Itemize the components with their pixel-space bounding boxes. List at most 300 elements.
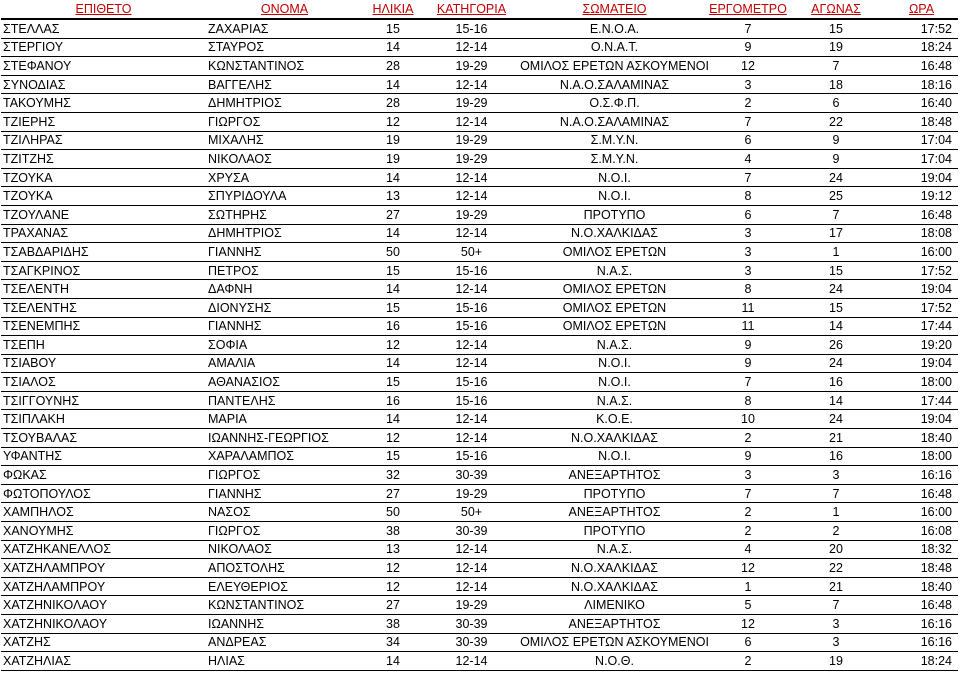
category-cell: 12-14 [423, 224, 520, 243]
time-cell: 18:24 [885, 652, 958, 671]
ergometer-cell: 9 [709, 38, 787, 57]
time-cell: 19:04 [885, 168, 958, 187]
table-row [1, 633, 958, 652]
ergometer-cell: 2 [709, 652, 787, 671]
club-cell: Ο.Ν.Α.Τ. [520, 38, 709, 57]
category-cell: 30-39 [423, 522, 520, 541]
name-cell: ΠΕΤΡΟΣ [206, 261, 363, 280]
header-club: ΣΩΜΑΤΕΙΟ [520, 0, 709, 19]
age-cell: 14 [363, 224, 423, 243]
surname-cell: ΧΑΝΟΥΜΗΣ [1, 522, 206, 541]
table-row [1, 317, 958, 336]
race-cell: 6 [787, 94, 885, 113]
time-cell: 17:52 [885, 19, 958, 38]
ergometer-cell: 2 [709, 94, 787, 113]
name-cell: ΧΡΥΣΑ [206, 168, 363, 187]
race-cell: 20 [787, 540, 885, 559]
ergometer-cell: 2 [709, 429, 787, 448]
category-cell: 12-14 [423, 38, 520, 57]
category-cell: 19-29 [423, 94, 520, 113]
ergometer-cell: 3 [709, 243, 787, 262]
name-cell: ΗΛΙΑΣ [206, 652, 363, 671]
time-cell: 17:44 [885, 391, 958, 410]
age-cell: 14 [363, 410, 423, 429]
category-cell: 15-16 [423, 447, 520, 466]
surname-cell: ΤΣΙΑΛΟΣ [1, 373, 206, 392]
surname-cell: ΤΖΙΛΗΡΑΣ [1, 131, 206, 150]
race-cell: 7 [787, 596, 885, 615]
age-cell: 34 [363, 633, 423, 652]
age-cell: 50 [363, 243, 423, 262]
time-cell: 16:48 [885, 57, 958, 76]
race-cell: 1 [787, 503, 885, 522]
ergometer-cell: 11 [709, 317, 787, 336]
surname-cell: ΤΣΙΠΛΑΚΗ [1, 410, 206, 429]
age-cell: 28 [363, 94, 423, 113]
club-cell: Ν.Ο.Ι. [520, 168, 709, 187]
age-cell: 14 [363, 38, 423, 57]
name-cell: ΓΙΑΝΝΗΣ [206, 243, 363, 262]
table-row [1, 298, 958, 317]
ergometer-cell: 2 [709, 522, 787, 541]
club-cell: Ν.Ο.Ι. [520, 373, 709, 392]
race-cell: 14 [787, 317, 885, 336]
club-cell: Ν.Α.Σ. [520, 540, 709, 559]
category-cell: 15-16 [423, 298, 520, 317]
club-cell: Ν.Ο.Ι. [520, 354, 709, 373]
table-row [1, 503, 958, 522]
category-cell: 19-29 [423, 596, 520, 615]
time-cell: 17:52 [885, 298, 958, 317]
age-cell: 27 [363, 596, 423, 615]
athletes-table [1, 0, 958, 671]
category-cell: 19-29 [423, 150, 520, 169]
ergometer-cell: 3 [709, 224, 787, 243]
name-cell: ΓΙΩΡΓΟΣ [206, 522, 363, 541]
name-cell: ΓΙΑΝΝΗΣ [206, 317, 363, 336]
table-row [1, 261, 958, 280]
category-cell: 19-29 [423, 57, 520, 76]
ergometer-cell: 3 [709, 261, 787, 280]
time-cell: 16:16 [885, 615, 958, 634]
time-cell: 19:04 [885, 354, 958, 373]
category-cell: 12-14 [423, 75, 520, 94]
surname-cell: ΧΑΤΖΗΣ [1, 633, 206, 652]
table-row [1, 559, 958, 578]
surname-cell: ΧΑΤΖΗΛΑΜΠΡΟΥ [1, 577, 206, 596]
name-cell: ΔΑΦΝΗ [206, 280, 363, 299]
table-row [1, 75, 958, 94]
time-cell: 18:48 [885, 559, 958, 578]
header-age: ΗΛΙΚΙΑ [363, 0, 423, 19]
category-cell: 12-14 [423, 280, 520, 299]
race-cell: 1 [787, 243, 885, 262]
time-cell: 18:00 [885, 447, 958, 466]
time-cell: 18:40 [885, 429, 958, 448]
race-cell: 16 [787, 373, 885, 392]
race-cell: 2 [787, 522, 885, 541]
ergometer-cell: 7 [709, 373, 787, 392]
category-cell: 12-14 [423, 354, 520, 373]
age-cell: 14 [363, 280, 423, 299]
time-cell: 16:00 [885, 243, 958, 262]
time-cell: 18:48 [885, 112, 958, 131]
surname-cell: ΤΖΟΥΚΑ [1, 168, 206, 187]
age-cell: 12 [363, 559, 423, 578]
race-cell: 24 [787, 168, 885, 187]
club-cell: ΑΝΕΞΑΡΤΗΤΟΣ [520, 503, 709, 522]
surname-cell: ΥΦΑΝΤΗΣ [1, 447, 206, 466]
race-cell: 19 [787, 652, 885, 671]
race-cell: 17 [787, 224, 885, 243]
category-cell: 12-14 [423, 187, 520, 206]
category-cell: 12-14 [423, 429, 520, 448]
club-cell: ΛΙΜΕΝΙΚΟ [520, 596, 709, 615]
time-cell: 19:12 [885, 187, 958, 206]
time-cell: 16:08 [885, 522, 958, 541]
age-cell: 15 [363, 298, 423, 317]
category-cell: 30-39 [423, 615, 520, 634]
name-cell: ΖΑΧΑΡΙΑΣ [206, 19, 363, 38]
club-cell: Ο.Σ.Φ.Π. [520, 94, 709, 113]
ergometer-cell: 9 [709, 447, 787, 466]
category-cell: 19-29 [423, 131, 520, 150]
time-cell: 19:20 [885, 336, 958, 355]
name-cell: ΔΗΜΗΤΡΙΟΣ [206, 224, 363, 243]
table-row [1, 540, 958, 559]
ergometer-cell: 7 [709, 484, 787, 503]
time-cell: 17:04 [885, 131, 958, 150]
race-cell: 7 [787, 57, 885, 76]
name-cell: ΝΙΚΟΛΑΟΣ [206, 150, 363, 169]
race-cell: 16 [787, 447, 885, 466]
name-cell: ΠΑΝΤΕΛΗΣ [206, 391, 363, 410]
time-cell: 18:08 [885, 224, 958, 243]
name-cell: ΒΑΓΓΕΛΗΣ [206, 75, 363, 94]
surname-cell: ΤΣΙΑΒΟΥ [1, 354, 206, 373]
race-cell: 22 [787, 112, 885, 131]
category-cell: 15-16 [423, 391, 520, 410]
table-row [1, 94, 958, 113]
time-cell: 16:16 [885, 466, 958, 485]
club-cell: Ν.Ο.Ι. [520, 187, 709, 206]
name-cell: ΓΙΩΡΓΟΣ [206, 112, 363, 131]
table-row [1, 187, 958, 206]
name-cell: ΚΩΝΣΤΑΝΤΙΝΟΣ [206, 57, 363, 76]
age-cell: 15 [363, 19, 423, 38]
category-cell: 15-16 [423, 261, 520, 280]
surname-cell: ΧΑΤΖΗΛΙΑΣ [1, 652, 206, 671]
category-cell: 30-39 [423, 633, 520, 652]
table-body [1, 19, 958, 670]
ergometer-cell: 9 [709, 354, 787, 373]
name-cell: ΓΙΑΝΝΗΣ [206, 484, 363, 503]
table-row [1, 615, 958, 634]
table-row [1, 112, 958, 131]
ergometer-cell: 8 [709, 187, 787, 206]
race-cell: 19 [787, 38, 885, 57]
race-cell: 24 [787, 410, 885, 429]
club-cell: ΟΜΙΛΟΣ ΕΡΕΤΩΝ ΑΣΚΟΥΜΕΝΟΙ [520, 633, 709, 652]
category-cell: 30-39 [423, 466, 520, 485]
surname-cell: ΤΣΟΥΒΑΛΑΣ [1, 429, 206, 448]
header-time: ΩΡΑ [885, 0, 958, 19]
table-row [1, 373, 958, 392]
surname-cell: ΤΣΑΒΔΑΡΙΔΗΣ [1, 243, 206, 262]
header-ergometer: ΕΡΓΟΜΕΤΡΟ [709, 0, 787, 19]
category-cell: 19-29 [423, 484, 520, 503]
surname-cell: ΧΑΤΖΗΚΑΝΕΛΛΟΣ [1, 540, 206, 559]
time-cell: 19:04 [885, 280, 958, 299]
table-row [1, 280, 958, 299]
name-cell: ΚΩΝΣΤΑΝΤΙΝΟΣ [206, 596, 363, 615]
category-cell: 12-14 [423, 540, 520, 559]
race-cell: 22 [787, 559, 885, 578]
name-cell: ΧΑΡΑΛΑΜΠΟΣ [206, 447, 363, 466]
name-cell: ΙΩΑΝΝΗΣ [206, 615, 363, 634]
category-cell: 15-16 [423, 317, 520, 336]
race-cell: 15 [787, 19, 885, 38]
club-cell: Ν.Ο.Θ. [520, 652, 709, 671]
name-cell: ΣΠΥΡΙΔΟΥΛΑ [206, 187, 363, 206]
ergometer-cell: 1 [709, 577, 787, 596]
club-cell: Ν.Ο.Ι. [520, 447, 709, 466]
race-cell: 9 [787, 131, 885, 150]
category-cell: 12-14 [423, 410, 520, 429]
surname-cell: ΤΣΕΛΕΝΤΗ [1, 280, 206, 299]
category-cell: 12-14 [423, 168, 520, 187]
name-cell: ΑΝΔΡΕΑΣ [206, 633, 363, 652]
race-cell: 9 [787, 150, 885, 169]
surname-cell: ΣΤΕΡΓΙΟΥ [1, 38, 206, 57]
time-cell: 18:24 [885, 38, 958, 57]
table-row [1, 336, 958, 355]
race-cell: 7 [787, 205, 885, 224]
age-cell: 15 [363, 373, 423, 392]
race-cell: 3 [787, 615, 885, 634]
age-cell: 15 [363, 447, 423, 466]
club-cell: ΑΝΕΞΑΡΤΗΤΟΣ [520, 466, 709, 485]
table-row [1, 577, 958, 596]
time-cell: 16:16 [885, 633, 958, 652]
ergometer-cell: 12 [709, 57, 787, 76]
table-row [1, 652, 958, 671]
age-cell: 19 [363, 150, 423, 169]
surname-cell: ΤΣΕΛΕΝΤΗΣ [1, 298, 206, 317]
club-cell: Ν.Ο.ΧΑΛΚΙΔΑΣ [520, 577, 709, 596]
surname-cell: ΤΖΙΕΡΗΣ [1, 112, 206, 131]
name-cell: ΣΤΑΥΡΟΣ [206, 38, 363, 57]
age-cell: 14 [363, 168, 423, 187]
club-cell: ΟΜΙΛΟΣ ΕΡΕΤΩΝ [520, 280, 709, 299]
club-cell: Ε.Ν.Ο.Α. [520, 19, 709, 38]
race-cell: 26 [787, 336, 885, 355]
name-cell: ΜΙΧΑΛΗΣ [206, 131, 363, 150]
table-row [1, 38, 958, 57]
age-cell: 13 [363, 540, 423, 559]
club-cell: Ν.Ο.ΧΑΛΚΙΔΑΣ [520, 429, 709, 448]
time-cell: 16:48 [885, 205, 958, 224]
category-cell: 50+ [423, 243, 520, 262]
surname-cell: ΤΣΕΝΕΜΠΗΣ [1, 317, 206, 336]
category-cell: 19-29 [423, 205, 520, 224]
surname-cell: ΧΑΤΖΗΝΙΚΟΛΑΟΥ [1, 615, 206, 634]
club-cell: ΟΜΙΛΟΣ ΕΡΕΤΩΝ [520, 317, 709, 336]
surname-cell: ΤΖΟΥΚΑ [1, 187, 206, 206]
header-surname: ΕΠΙΘΕΤΟ [1, 0, 206, 19]
category-cell: 12-14 [423, 577, 520, 596]
club-cell: ΠΡΟΤΥΠΟ [520, 484, 709, 503]
age-cell: 12 [363, 112, 423, 131]
name-cell: ΑΜΑΛΙΑ [206, 354, 363, 373]
race-cell: 24 [787, 280, 885, 299]
ergometer-cell: 10 [709, 410, 787, 429]
table-row [1, 466, 958, 485]
category-cell: 15-16 [423, 373, 520, 392]
club-cell: Ν.Α.Σ. [520, 261, 709, 280]
surname-cell: ΧΑΜΠΗΛΟΣ [1, 503, 206, 522]
age-cell: 28 [363, 57, 423, 76]
time-cell: 18:16 [885, 75, 958, 94]
surname-cell: ΤΡΑΧΑΝΑΣ [1, 224, 206, 243]
age-cell: 27 [363, 484, 423, 503]
age-cell: 15 [363, 261, 423, 280]
age-cell: 38 [363, 615, 423, 634]
time-cell: 18:32 [885, 540, 958, 559]
time-cell: 18:00 [885, 373, 958, 392]
table-row [1, 447, 958, 466]
time-cell: 17:04 [885, 150, 958, 169]
table-row [1, 410, 958, 429]
table-row [1, 522, 958, 541]
age-cell: 14 [363, 75, 423, 94]
table-row [1, 484, 958, 503]
table-row [1, 391, 958, 410]
age-cell: 13 [363, 187, 423, 206]
club-cell: Ν.Α.Σ. [520, 336, 709, 355]
ergometer-cell: 7 [709, 19, 787, 38]
age-cell: 16 [363, 317, 423, 336]
age-cell: 50 [363, 503, 423, 522]
ergometer-cell: 8 [709, 391, 787, 410]
club-cell: Σ.Μ.Υ.Ν. [520, 150, 709, 169]
ergometer-cell: 11 [709, 298, 787, 317]
age-cell: 19 [363, 131, 423, 150]
ergometer-cell: 3 [709, 75, 787, 94]
time-cell: 19:04 [885, 410, 958, 429]
time-cell: 16:40 [885, 94, 958, 113]
race-cell: 24 [787, 354, 885, 373]
table-row [1, 19, 958, 38]
club-cell: Κ.Ο.Ε. [520, 410, 709, 429]
age-cell: 27 [363, 205, 423, 224]
table-row [1, 57, 958, 76]
club-cell: Ν.Ο.ΧΑΛΚΙΔΑΣ [520, 224, 709, 243]
ergometer-cell: 7 [709, 112, 787, 131]
race-cell: 18 [787, 75, 885, 94]
time-cell: 16:48 [885, 596, 958, 615]
name-cell: ΑΠΟΣΤΟΛΗΣ [206, 559, 363, 578]
ergometer-cell: 12 [709, 615, 787, 634]
surname-cell: ΤΣΙΓΓΟΥΝΗΣ [1, 391, 206, 410]
category-cell: 12-14 [423, 559, 520, 578]
club-cell: ΟΜΙΛΟΣ ΕΡΕΤΩΝ ΑΣΚΟΥΜΕΝΟΙ [520, 57, 709, 76]
header-category: ΚΑΤΗΓΟΡΙΑ [423, 0, 520, 19]
name-cell: ΣΟΦΙΑ [206, 336, 363, 355]
club-cell: ΑΝΕΞΑΡΤΗΤΟΣ [520, 615, 709, 634]
surname-cell: ΣΥΝΟΔΙΑΣ [1, 75, 206, 94]
age-cell: 12 [363, 429, 423, 448]
surname-cell: ΧΑΤΖΗΛΑΜΠΡΟΥ [1, 559, 206, 578]
age-cell: 14 [363, 652, 423, 671]
club-cell: ΟΜΙΛΟΣ ΕΡΕΤΩΝ [520, 298, 709, 317]
race-cell: 3 [787, 633, 885, 652]
name-cell: ΔΙΟΝΥΣΗΣ [206, 298, 363, 317]
header-row [1, 0, 958, 19]
table-row [1, 131, 958, 150]
club-cell: ΠΡΟΤΥΠΟ [520, 205, 709, 224]
ergometer-cell: 8 [709, 280, 787, 299]
time-cell: 17:44 [885, 317, 958, 336]
surname-cell: ΦΩΚΑΣ [1, 466, 206, 485]
table-row [1, 224, 958, 243]
race-cell: 7 [787, 484, 885, 503]
category-cell: 15-16 [423, 19, 520, 38]
surname-cell: ΣΤΕΦΑΝΟΥ [1, 57, 206, 76]
race-cell: 14 [787, 391, 885, 410]
ergometer-cell: 12 [709, 559, 787, 578]
club-cell: Ν.Α.Ο.ΣΑΛΑΜΙΝΑΣ [520, 75, 709, 94]
race-cell: 21 [787, 429, 885, 448]
age-cell: 12 [363, 577, 423, 596]
category-cell: 12-14 [423, 112, 520, 131]
name-cell: ΕΛΕΥΘΕΡΙΟΣ [206, 577, 363, 596]
table-row [1, 429, 958, 448]
table-row [1, 596, 958, 615]
table-row [1, 243, 958, 262]
name-cell: ΣΩΤΗΡΗΣ [206, 205, 363, 224]
age-cell: 16 [363, 391, 423, 410]
header-race: ΑΓΩΝΑΣ [787, 0, 885, 19]
ergometer-cell: 4 [709, 540, 787, 559]
name-cell: ΜΑΡΙΑ [206, 410, 363, 429]
age-cell: 14 [363, 354, 423, 373]
club-cell: ΠΡΟΤΥΠΟ [520, 522, 709, 541]
surname-cell: ΤΣΑΓΚΡΙΝΟΣ [1, 261, 206, 280]
ergometer-cell: 3 [709, 466, 787, 485]
name-cell: ΓΙΩΡΓΟΣ [206, 466, 363, 485]
table-row [1, 354, 958, 373]
table-row [1, 205, 958, 224]
time-cell: 17:52 [885, 261, 958, 280]
club-cell: Σ.Μ.Υ.Ν. [520, 131, 709, 150]
time-cell: 16:00 [885, 503, 958, 522]
name-cell: ΙΩΑΝΝΗΣ-ΓΕΩΡΓΙΟΣ [206, 429, 363, 448]
category-cell: 12-14 [423, 336, 520, 355]
age-cell: 32 [363, 466, 423, 485]
header-name: ΟΝΟΜΑ [206, 0, 363, 19]
surname-cell: ΤΖΟΥΛΑΝΕ [1, 205, 206, 224]
surname-cell: ΦΩΤΟΠΟΥΛΟΣ [1, 484, 206, 503]
name-cell: ΑΘΑΝΑΣΙΟΣ [206, 373, 363, 392]
ergometer-cell: 5 [709, 596, 787, 615]
age-cell: 12 [363, 336, 423, 355]
ergometer-cell: 4 [709, 150, 787, 169]
time-cell: 18:40 [885, 577, 958, 596]
ergometer-cell: 9 [709, 336, 787, 355]
table-row [1, 168, 958, 187]
table-row [1, 150, 958, 169]
